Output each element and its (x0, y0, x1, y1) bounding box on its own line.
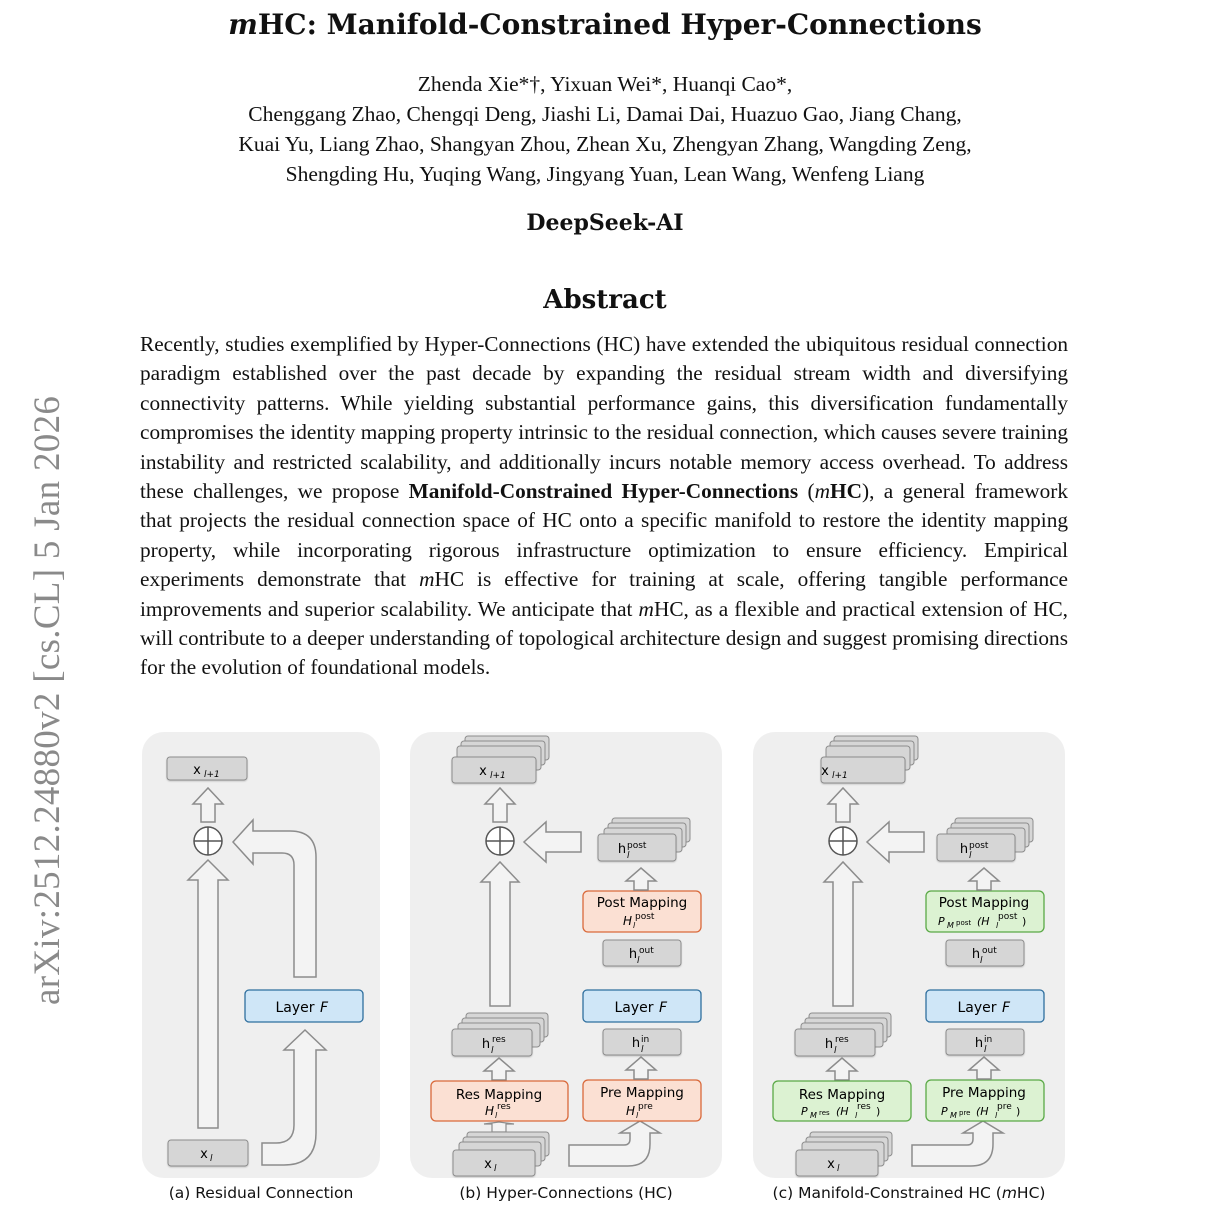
panel-b-diagram (431, 736, 701, 1176)
abstract-heading: Abstract (543, 285, 667, 315)
x-in-sub-c: l (837, 1164, 840, 1174)
pre-mapping-label-b: Pre Mapping (600, 1085, 684, 1101)
post-mapping-label-c: Post Mapping (938, 895, 1030, 911)
x-next-sub-a: l+1 (204, 770, 220, 780)
res-expr-arg-sup-c: res (857, 1102, 871, 1112)
author-line-2: Chenggang Zhao, Chengqi Deng, Jiashi Li, Damai Dai, Huazuo Gao, Jiang Chang, (248, 102, 962, 126)
res-expr-c: P (801, 1105, 808, 1118)
post-expr-arg-sub-c: l (996, 921, 999, 930)
layer-input-curve-arrow (262, 1030, 326, 1165)
caption-c (743, 1184, 1075, 1202)
arxiv-side-label: arXiv:2512.24880v2 [cs.CL] 5 Jan 2026 (27, 395, 68, 1005)
abstract-m-2: m (419, 567, 435, 592)
affiliation: DeepSeek-AI (526, 210, 684, 236)
caption-b: (b) Hyper-Connections (HC) (459, 1184, 673, 1202)
x-in-stack-b (453, 1132, 549, 1176)
post-expr-subsup-c: post (956, 919, 972, 927)
layer-sym-b: F (659, 1000, 668, 1016)
x-next-label-b: x (479, 764, 487, 779)
h-res-label-b: h (481, 1037, 491, 1052)
pre-expr-arg-c: (H (976, 1105, 989, 1118)
post-to-add-arrow-c (867, 822, 924, 862)
h-out-sup-b: out (639, 946, 654, 956)
pre-expr-arg-sub-c: l (995, 1111, 998, 1120)
post-to-add-arrow-b (524, 822, 581, 862)
x-next-label-c: x (821, 764, 829, 779)
add-icon (194, 827, 222, 855)
residual-stream-arrow-b (481, 862, 519, 1006)
layer-label-a: Layer (275, 1000, 315, 1016)
res-sym-sup-b: res (497, 1102, 511, 1112)
x-in-label-b: x (484, 1157, 492, 1172)
h-post-stack-b (598, 818, 690, 861)
caption-a: (a) Residual Connection (168, 1184, 354, 1202)
author-line-1: Zhenda Xie*†, Yixuan Wei*, Huanqi Cao*, (417, 72, 793, 96)
output-arrow-a (193, 788, 223, 822)
layer-sym-c: F (1002, 1000, 1011, 1016)
panel-c-diagram (773, 736, 1044, 1176)
pre-expr-c: P (941, 1105, 948, 1118)
post-expr-arg-c: (H (977, 915, 990, 928)
title-italic-m: m (228, 8, 258, 41)
xin-to-pre-curve-b (569, 1121, 660, 1166)
h-post-sup-b: post (627, 841, 647, 851)
pre-expr-arg-sup-c: pre (997, 1102, 1012, 1112)
post-sym-sub-b: l (633, 921, 636, 930)
h-out-label-c: h (971, 947, 981, 962)
res-mapping-label-c: Res Mapping (798, 1087, 886, 1103)
res-expr-arg-c: (H (836, 1105, 849, 1118)
h-in-sup-b: in (641, 1035, 650, 1045)
res-sym-sub-b: l (495, 1111, 498, 1120)
h-post-sup-c: post (969, 841, 989, 851)
post-sym-b: H (623, 914, 633, 928)
author-line-4: Shengding Hu, Yuqing Wang, Jingyang Yuan, Lean Wang, Wenfeng Liang (285, 162, 925, 186)
res-expr-sub-c: M (810, 1111, 817, 1120)
h-res-sub-b: l (491, 1046, 494, 1056)
post-to-hpost-arrow-b (626, 868, 656, 890)
layer-label-c: Layer (957, 1000, 997, 1016)
pre-sym-b: H (626, 1104, 636, 1118)
output-arrow-b (485, 788, 515, 822)
xin-to-pre-curve-c (912, 1121, 1003, 1166)
abstract-m-3: m (638, 596, 654, 621)
residual-stream-arrow (188, 860, 228, 1128)
x-next-sub-c: l+1 (832, 771, 848, 781)
res-expr-close-c: ) (876, 1105, 881, 1118)
abstract-hc-1: HC (830, 479, 862, 504)
pre-to-hin-arrow-c (969, 1057, 999, 1079)
author-line-3: Kuai Yu, Liang Zhao, Shangyan Zhou, Zhean Xu, Zhengyan Zhang, Wangding Zeng, (238, 132, 972, 156)
post-expr-sub-c: M (947, 921, 954, 930)
residual-stream-arrow-c (824, 862, 862, 1006)
post-to-hpost-arrow-c (969, 868, 999, 890)
post-sym-sup-b: post (635, 912, 655, 922)
h-in-label-c: h (974, 1036, 984, 1051)
abstract-m-1: m (814, 479, 831, 504)
h-out-sub-b: l (637, 956, 640, 966)
abstract-part-1: Recently, studies exemplified by Hyper-Connections (HC) have extended the ubiquitous residual connection paradigm established over the past decade by expanding the residual stream width and diversifying connectivity patterns. While yielding substantial performance gains, this diversification fundamentally compromises the identity mapping property intrinsic to the residual connection, which causes severe training instability and restricted scalability, and additionally incurs notable memory access overhead. To address these challenges, we propose (140, 332, 1068, 504)
x-in-label-c: x (827, 1157, 835, 1172)
x-next-label-a: x (193, 763, 201, 778)
h-res-label-c: h (824, 1037, 834, 1052)
h-post-stack-c (937, 818, 1033, 861)
h-in-sub-b: l (641, 1045, 644, 1055)
post-mapping-label-b: Post Mapping (596, 895, 688, 911)
res-sym-b: H (485, 1104, 495, 1118)
h-post-sub-c: l (969, 851, 972, 861)
h-out-sup-c: out (982, 946, 997, 956)
res-expr-subsup-c: res (819, 1109, 830, 1117)
h-res-sub-c: l (834, 1046, 837, 1056)
output-arrow-c (828, 788, 858, 822)
pre-sym-sub-b: l (636, 1111, 639, 1120)
abstract-paren: ( (807, 479, 815, 504)
add-icon (486, 827, 514, 855)
h-res-sup-c: res (835, 1035, 849, 1045)
caption-c-m: m (1001, 1184, 1017, 1202)
layer-label-b: Layer (614, 1000, 654, 1016)
h-post-label-b: h (617, 842, 627, 857)
x-in-box-a (168, 1140, 248, 1166)
res-mapping-label-b: Res Mapping (455, 1087, 543, 1103)
h-in-sup-c: in (984, 1035, 993, 1045)
x-next-sub-b: l+1 (490, 771, 506, 781)
h-post-sub-b: l (627, 851, 630, 861)
res-mapping-arrow-b (484, 1058, 514, 1080)
add-icon (829, 827, 857, 855)
pre-to-hin-arrow-b (626, 1057, 656, 1079)
xin-to-res-arrow-b (484, 1122, 514, 1132)
h-post-label-c: h (959, 842, 969, 857)
x-in-label-a: x (200, 1147, 208, 1162)
title-rest: HC: Manifold-Constrained Hyper-Connections (257, 8, 982, 41)
pre-sym-sup-b: pre (638, 1102, 653, 1112)
layer-sym-a: F (320, 1000, 329, 1016)
post-expr-arg-sup-c: post (998, 912, 1018, 922)
h-out-label-b: h (628, 947, 638, 962)
pre-mapping-label-c: Pre Mapping (942, 1085, 1026, 1101)
h-in-sub-c: l (984, 1045, 987, 1055)
abstract-bold-name: Manifold-Constrained Hyper-Connections (408, 479, 799, 504)
layer-output-curve-arrow (233, 820, 316, 977)
x-in-stack-c (796, 1132, 892, 1176)
pre-expr-sub-c: M (950, 1111, 957, 1120)
res-expr-arg-sub-c: l (855, 1111, 858, 1120)
pre-expr-close-c: ) (1016, 1105, 1021, 1118)
caption-c-prefix: (c) Manifold-Constrained HC ( (772, 1184, 1002, 1202)
h-out-sub-c: l (980, 956, 983, 966)
h-in-label-b: h (631, 1036, 641, 1051)
abstract-part-3: HC is effective for training at scale, offering tangible performance improvements and superior scalability. We anticipate that (140, 567, 1069, 621)
x-in-sub-b: l (494, 1164, 497, 1174)
pre-expr-subsup-c: pre (959, 1109, 971, 1117)
h-res-sup-b: res (492, 1035, 506, 1045)
abstract-part-4: HC, as a flexible and practical extension of HC, will contribute to a deeper understanding of topological architecture design and suggest promising directions for the evolution of foundational models. (140, 596, 1068, 680)
post-expr-c: P (938, 915, 945, 928)
panel-a-diagram (167, 757, 363, 1166)
post-expr-close-c: ) (1022, 915, 1027, 928)
caption-c-suffix: HC) (1016, 1184, 1046, 1202)
res-mapping-arrow-c (827, 1058, 857, 1080)
x-in-sub-a: l (210, 1154, 213, 1164)
abstract-part-2: ), a general framework that projects the residual connection space of HC onto a specific manifold to restore the identity mapping property, while incorporating rigorous infrastructure optimization to ensure efficiency. Empirical experiments demonstrate that (140, 479, 1068, 592)
